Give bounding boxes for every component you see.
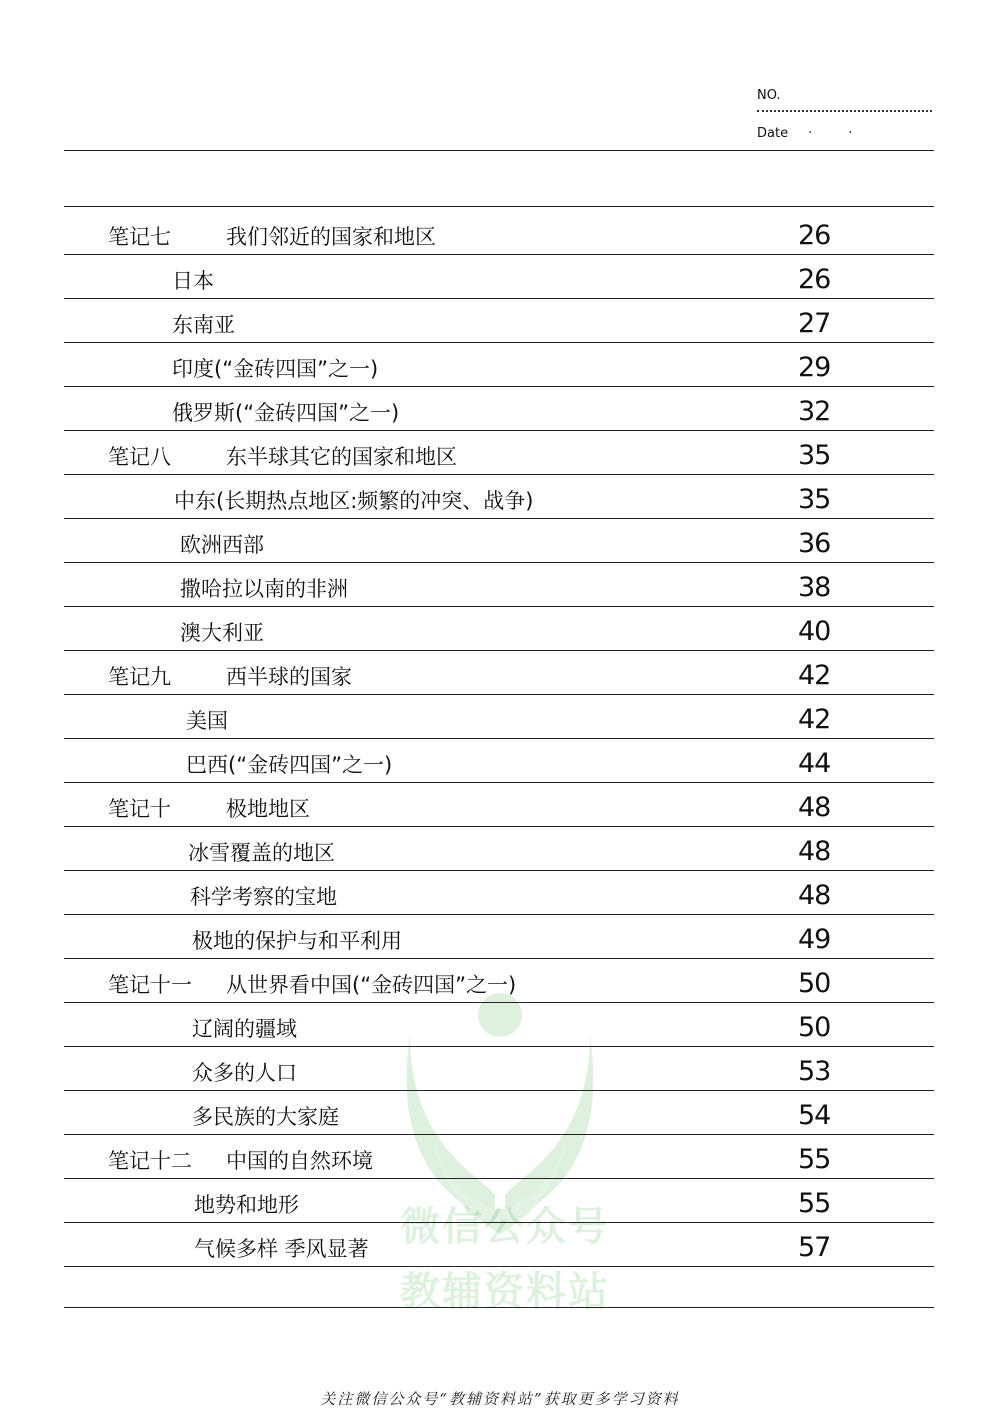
- toc-page-number: 57: [798, 1232, 831, 1263]
- toc-entry-row: [64, 298, 934, 343]
- watermark-text-2: 教辅资料站: [400, 1269, 610, 1315]
- toc-entry-title: [108, 1145, 373, 1175]
- toc-page-number: 29: [798, 352, 831, 383]
- bottom-rule: [64, 1307, 934, 1308]
- toc-entry-title: 东南亚: [172, 313, 235, 337]
- header-date-dots: ··: [808, 126, 889, 141]
- toc-page-number: 32: [798, 396, 831, 427]
- header-date-text: Date: [757, 126, 789, 141]
- toc-page-number: 50: [798, 968, 831, 999]
- toc-entry-row: [64, 1002, 934, 1047]
- toc-page-number: 55: [798, 1144, 831, 1175]
- toc-entry-row: [64, 1046, 934, 1091]
- toc-page-number: 48: [798, 836, 831, 867]
- toc-chapter-row: [64, 958, 934, 1003]
- toc-page-number: 54: [798, 1100, 831, 1131]
- toc-entry-row: [64, 738, 934, 783]
- toc-entry-row: [64, 870, 934, 915]
- toc-entry-title: 日本: [172, 269, 214, 293]
- toc-chapter-subtitle: 西半球的国家: [226, 665, 352, 689]
- toc-entry-row: [64, 826, 934, 871]
- toc-chapter-label: 笔记七: [108, 225, 171, 249]
- toc-entry-title: 科学考察的宝地: [190, 885, 337, 909]
- toc-entry-row: [64, 606, 934, 651]
- toc-page-number: 38: [798, 572, 831, 603]
- toc-page-number: 35: [798, 440, 831, 471]
- toc-entry-title: 极地的保护与和平利用: [192, 929, 402, 953]
- toc-page-number: 26: [798, 264, 831, 295]
- toc-entry-row: [64, 1090, 934, 1135]
- toc-chapter-label: 笔记十: [108, 797, 171, 821]
- toc-page-number: 36: [798, 528, 831, 559]
- toc-entry-row: [64, 474, 934, 519]
- toc-entry-title: 中东(长期热点地区:频繁的冲突、战争): [174, 489, 534, 513]
- toc-entry-title: 气候多样 季风显著: [194, 1237, 369, 1261]
- toc-entry-title: 印度(“金砖四国”之一): [172, 357, 379, 381]
- toc-page-number: 48: [798, 792, 831, 823]
- toc-chapter-subtitle: 极地地区: [226, 797, 310, 821]
- toc-entry-title: 巴西(“金砖四国”之一): [186, 753, 393, 777]
- toc-entry-row: [64, 518, 934, 563]
- toc-entry-row: [64, 694, 934, 739]
- toc-entry-title: 多民族的大家庭: [192, 1105, 339, 1129]
- toc-page-number: 42: [798, 704, 831, 735]
- toc-chapter-subtitle: 我们邻近的国家和地区: [226, 225, 436, 249]
- toc-page-number: 50: [798, 1012, 831, 1043]
- toc-chapter-row: [64, 650, 934, 695]
- toc-entry-title: [108, 221, 436, 251]
- toc-chapter-subtitle: 从世界看中国(“金砖四国”之一): [226, 973, 517, 997]
- toc-entry-row: [64, 562, 934, 607]
- toc-page-number: 55: [798, 1188, 831, 1219]
- toc-entry-title: [108, 969, 516, 999]
- toc-page-number: 27: [798, 308, 831, 339]
- toc-chapter-label: 笔记十二: [108, 1149, 192, 1173]
- toc-chapter-row: [64, 430, 934, 475]
- toc-entry-title: [108, 793, 310, 823]
- watermark-text-1: 微信公众号: [400, 1204, 610, 1250]
- toc-entry-title: 澳大利亚: [180, 621, 264, 645]
- toc-entry-row: [64, 914, 934, 959]
- toc-entry-title: 俄罗斯(“金砖四国”之一): [172, 401, 400, 425]
- toc-entry-title: 撒哈拉以南的非洲: [180, 577, 348, 601]
- toc-chapter-row: [64, 782, 934, 827]
- toc-page-number: 53: [798, 1056, 831, 1087]
- toc-entry-row: [64, 1178, 934, 1223]
- toc-entry-row: [64, 254, 934, 299]
- toc-entry-row: [64, 386, 934, 431]
- toc-page-number: 42: [798, 660, 831, 691]
- toc-chapter-row: [64, 210, 934, 255]
- toc-chapter-subtitle: 中国的自然环境: [226, 1149, 373, 1173]
- toc-chapter-label: 笔记九: [108, 665, 171, 689]
- header-no-label: NO.: [757, 88, 781, 103]
- toc-chapter-row: [64, 1134, 934, 1179]
- toc-entry-row: [64, 1222, 934, 1267]
- toc-entry-row: [64, 342, 934, 387]
- toc-page-number: 35: [798, 484, 831, 515]
- toc-entry-title: [108, 661, 352, 691]
- toc-page-number: 48: [798, 880, 831, 911]
- toc-page-number: 40: [798, 616, 831, 647]
- toc-chapter-label: 笔记十一: [108, 973, 192, 997]
- toc-entry-title: 美国: [186, 709, 228, 733]
- toc-entry-title: [108, 441, 457, 471]
- toc-entry-title: 欧洲西部: [180, 533, 264, 557]
- footer-text: 关注微信公众号“教辅资料站”获取更多学习资料: [320, 1390, 680, 1408]
- toc-page-number: 49: [798, 924, 831, 955]
- toc-chapter-label: 笔记八: [108, 445, 171, 469]
- toc-chapter-subtitle: 东半球其它的国家和地区: [226, 445, 457, 469]
- toc-entry-title: 众多的人口: [192, 1061, 297, 1085]
- toc-page-number: 26: [798, 220, 831, 251]
- toc-entry-title: 地势和地形: [194, 1193, 299, 1217]
- toc-entry-title: 冰雪覆盖的地区: [188, 841, 335, 865]
- toc-entry-title: 辽阔的疆域: [192, 1017, 297, 1041]
- toc-page-number: 44: [798, 748, 831, 779]
